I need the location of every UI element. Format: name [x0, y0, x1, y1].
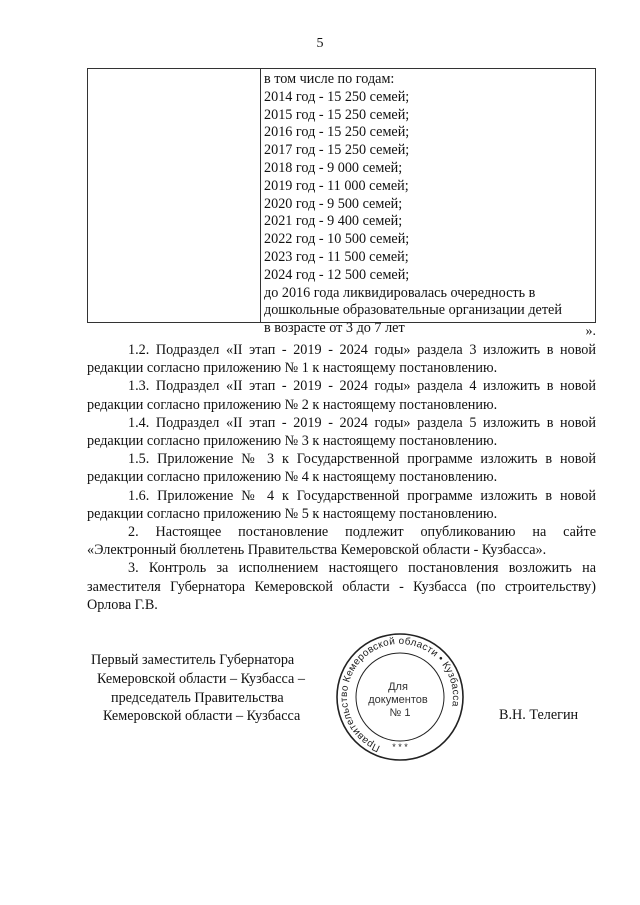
paragraph: 3. Контроль за исполнением настоящего постановления возложить на заместителя Губернатора Кемеровской области - Кузбасса (по строительству) Орлова Г.В.: [87, 560, 596, 613]
table-line: 2022 год - 10 500 семей;: [264, 231, 410, 248]
paragraph: 1.4. Подраздел «II этап - 2019 - 2024 годы» раздела 5 изложить в новой редакции согласно приложению № 3 к настоящему постановлению.: [87, 414, 596, 450]
table-line: в возрасте от 3 до 7 лет: [264, 320, 405, 337]
table-line: 2021 год - 9 400 семей;: [264, 213, 403, 230]
stamp-center-line: Для: [388, 681, 408, 693]
stamp-stars: * * *: [392, 742, 408, 752]
table-line: до 2016 года ликвидировалась очередность в: [264, 284, 536, 301]
signer-name: В.Н. Телегин: [499, 707, 579, 723]
stamp-center-line: документов: [368, 694, 428, 706]
table-right-cell: [264, 71, 594, 338]
document-body: [87, 341, 596, 614]
table-line: 2018 год - 9 000 семей;: [264, 159, 403, 176]
table-line: 2014 год - 15 250 семей;: [264, 88, 410, 105]
paragraph: 1.2. Подраздел «II этап - 2019 - 2024 годы» раздела 3 изложить в новой редакции согласно приложению № 1 к настоящему постановлению.: [87, 342, 596, 377]
stamp-ring-text: Правительство Кемеровской области • Кузбасса: [338, 635, 462, 754]
stamp-center-line: № 1: [389, 707, 411, 719]
position-line: Первый заместитель Губернатора: [91, 652, 295, 668]
position-line: председатель Правительства: [111, 689, 284, 706]
position-line: Кемеровской области – Кузбасса –: [97, 670, 305, 687]
table-line: 2019 год - 11 000 семей;: [264, 177, 409, 194]
signature-position: [91, 651, 305, 726]
table-line: в том числе по годам:: [264, 71, 395, 87]
closing-quote: ».: [585, 324, 596, 339]
table-line: 2016 год - 15 250 семей;: [264, 124, 410, 141]
table-line: 2024 год - 12 500 семей;: [264, 266, 410, 283]
paragraph: 1.5. Приложение № 3 к Государственной программе изложить в новой редакции согласно приложению № 4 к настоящему постановлению.: [87, 451, 596, 486]
official-stamp: [335, 632, 465, 762]
page-number: 5: [316, 36, 324, 51]
paragraph: 1.6. Приложение № 4 к Государственной программе изложить в новой редакции согласно приложению № 5 к настоящему постановлению.: [87, 487, 596, 522]
position-line: Кемеровской области – Кузбасса: [103, 708, 301, 725]
table-column-divider: [260, 69, 261, 322]
paragraph: 2. Настоящее постановление подлежит опубликованию на сайте «Электронный бюллетень Правительства Кемеровской области - Кузбасса».: [87, 524, 596, 559]
data-table: [87, 68, 596, 337]
table-line: 2023 год - 11 500 семей;: [264, 248, 409, 265]
table-line: 2017 год - 15 250 семей;: [264, 142, 410, 159]
table-line: дошкольные образовательные организации детей: [264, 302, 562, 319]
paragraph: 1.3. Подраздел «II этап - 2019 - 2024 годы» раздела 4 изложить в новой редакции согласно приложению № 2 к настоящему постановлению.: [87, 378, 596, 413]
table-line: 2015 год - 15 250 семей;: [264, 106, 410, 123]
table-line: 2020 год - 9 500 семей;: [264, 195, 403, 212]
